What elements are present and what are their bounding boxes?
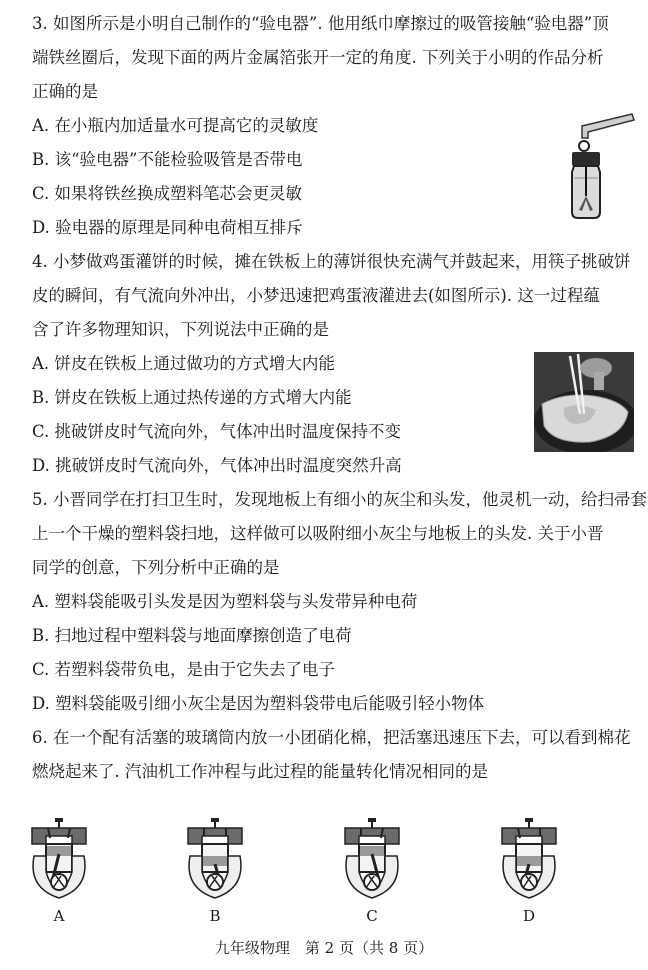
- q3-option-a: A. 在小瓶内加适量水可提高它的灵敏度: [32, 116, 319, 135]
- q6-stem-line-2: 燃烧起来了. 汽油机工作冲程与此过程的能量转化情况相同的是: [32, 762, 488, 781]
- q3-option-d: D. 验电器的原理是同种电荷相互排斥: [32, 218, 303, 237]
- engine-stroke-diagram-a: [26, 816, 92, 902]
- page-footer: 九年级物理 第 2 页（共 8 页）: [214, 939, 434, 957]
- electroscope-bottle-figure: [560, 108, 636, 220]
- q3-stem-line-2: 端铁丝圈后，发现下面的两片金属箔张开一定的角度. 下列关于小明的作品分析: [32, 48, 604, 67]
- q4-stem-line-1: 4. 小梦做鸡蛋灌饼的时候，摊在铁板上的薄饼很快充满气并鼓起来，用筷子挑破饼: [32, 252, 631, 271]
- q4-stem-line-3: 含了许多物理知识，下列说法中正确的是: [32, 320, 329, 339]
- q3-stem-line-1: 3. 如图所示是小明自己制作的“验电器”. 他用纸巾摩擦过的吸管接触“验电器”顶: [32, 14, 609, 33]
- q5-stem-line-2: 上一个干燥的塑料袋扫地，这样做可以吸附细小灰尘与地板上的头发. 关于小晋: [32, 524, 604, 543]
- q4-stem-line-2: 皮的瞬间，有气流向外冲出，小梦迅速把鸡蛋液灌进去(如图所示). 这一过程蕴: [32, 286, 600, 305]
- engine-label-b: B: [209, 907, 221, 925]
- q5-stem-line-3: 同学的创意，下列分析中正确的是: [32, 558, 280, 577]
- q5-stem-line-1: 5. 小晋同学在打扫卫生时，发现地板上有细小的灰尘和头发，他灵机一动，给扫帚套: [32, 490, 647, 509]
- egg-pancake-photo: [534, 352, 634, 452]
- q5-option-d: D. 塑料袋能吸引细小灰尘是因为塑料袋带电后能吸引轻小物体: [32, 694, 485, 713]
- q6-stem-line-1: 6. 在一个配有活塞的玻璃筒内放一小团硝化棉，把活塞迅速压下去，可以看到棉花: [32, 728, 631, 747]
- q4-option-a: A. 饼皮在铁板上通过做功的方式增大内能: [32, 354, 335, 373]
- engine-stroke-diagram-d: [496, 816, 562, 902]
- q4-option-d: D. 挑破饼皮时气流向外，气体冲出时温度突然升高: [32, 456, 402, 475]
- q4-option-c: C. 挑破饼皮时气流向外，气体冲出时温度保持不变: [32, 422, 402, 441]
- engine-stroke-diagram-c: [339, 816, 405, 902]
- q5-option-c: C. 若塑料袋带负电，是由于它失去了电子: [32, 660, 336, 679]
- q4-option-b: B. 饼皮在铁板上通过热传递的方式增大内能: [32, 388, 352, 407]
- q3-option-b: B. 该“验电器”不能检验吸管是否带电: [32, 150, 303, 169]
- engine-stroke-diagram-b: [182, 816, 248, 902]
- q5-option-b: B. 扫地过程中塑料袋与地面摩擦创造了电荷: [32, 626, 352, 645]
- q3-stem-line-3: 正确的是: [32, 82, 98, 101]
- q5-option-a: A. 塑料袋能吸引头发是因为塑料袋与头发带异种电荷: [32, 592, 418, 611]
- engine-label-a: A: [53, 907, 65, 925]
- engine-label-d: D: [522, 907, 536, 925]
- q3-option-c: C. 如果将铁丝换成塑料笔芯会更灵敏: [32, 184, 303, 203]
- engine-label-c: C: [366, 907, 378, 925]
